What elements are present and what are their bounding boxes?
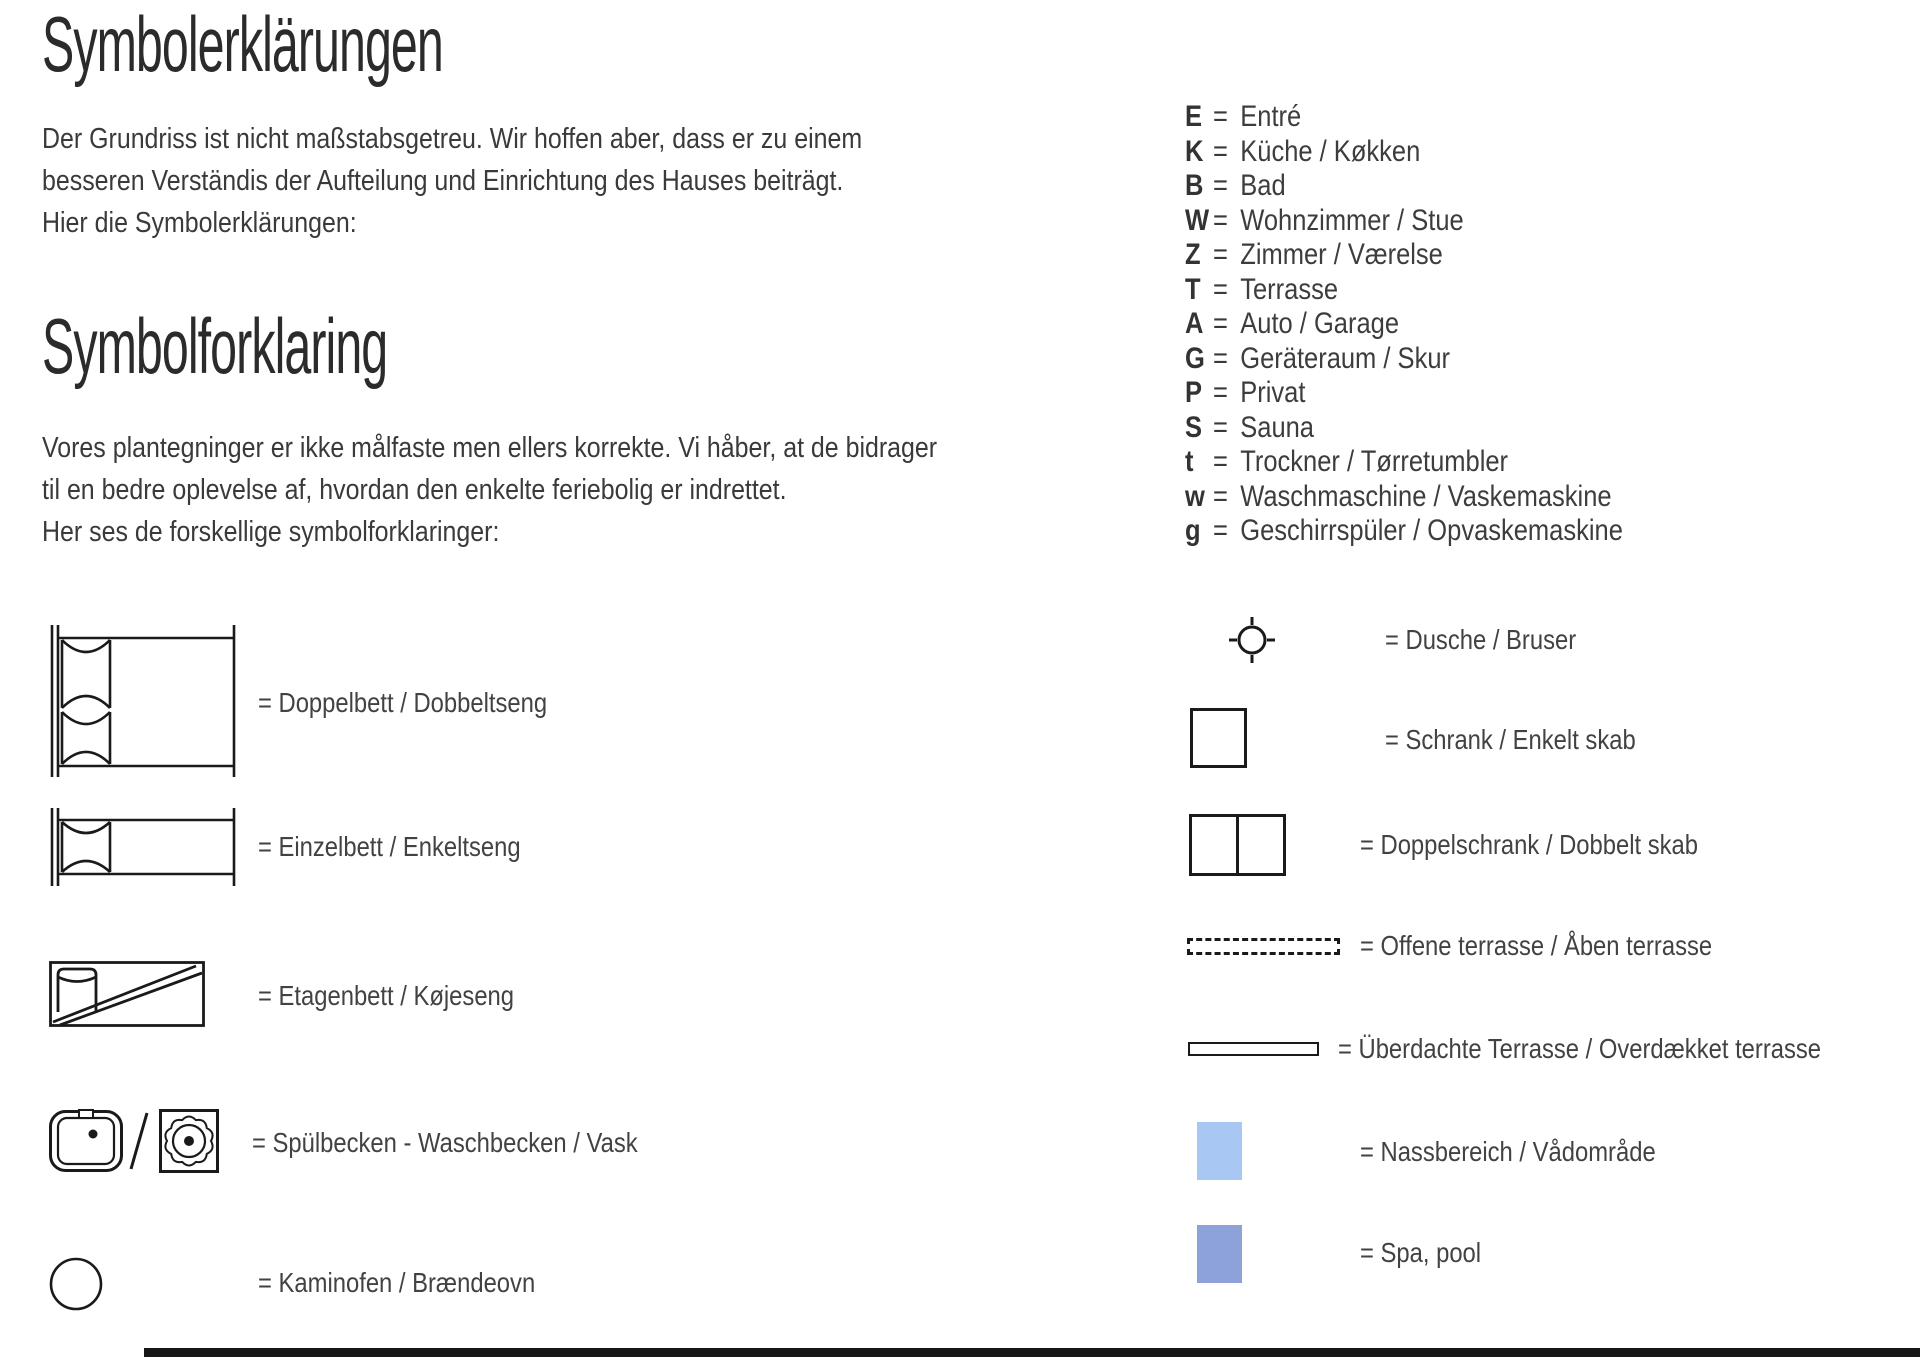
wet-area-swatch (1197, 1122, 1242, 1180)
letter-code-row (1185, 273, 1623, 308)
single-wardrobe-label: = Schrank / Enkelt skab (1385, 724, 1636, 755)
bunk-bed-icon (48, 960, 206, 1028)
slash-divider (128, 1110, 150, 1172)
intro-german-line: besseren Verständis der Aufteilung und Einrichtung des Hauses beiträgt. (42, 165, 844, 197)
title-german: Symbolerklärungen (42, 0, 443, 88)
equals-sign: = (1213, 341, 1228, 375)
letter-code-row (1185, 411, 1623, 446)
intro-danish-line: Vores plantegninger er ikke målfaste men ellers korrekte. Vi håber, at de bidrager (42, 432, 938, 464)
intro-danish-line: Her ses de forskellige symbolforklaringer: (42, 516, 500, 548)
open-terrace-label: = Offene terrasse / Åben terrasse (1360, 930, 1713, 961)
letter-code-desc: Wohnzimmer / Stue (1240, 203, 1464, 237)
equals-sign: = (1213, 203, 1228, 237)
bunk-bed-label: = Etagenbett / Køjeseng (258, 980, 515, 1011)
shower-label: = Dusche / Bruser (1385, 624, 1577, 655)
intro-danish (42, 427, 1083, 553)
letter-code-desc: Zimmer / Værelse (1240, 238, 1443, 271)
letter-code-row (1185, 445, 1623, 480)
equals-sign: = (1213, 134, 1228, 168)
letter-code-desc: Privat (1240, 376, 1306, 409)
intro-german-line: Der Grundriss ist nicht maßstabsgetreu. Wir hoffen aber, dass er zu einem (42, 123, 863, 155)
equals-sign: = (1213, 169, 1228, 202)
letter-code-letter: T (1185, 272, 1201, 306)
letter-code-letter: A (1185, 307, 1204, 340)
single-bed-icon (48, 806, 238, 888)
letter-code-desc: Bad (1240, 169, 1286, 202)
letter-code-letter: P (1185, 376, 1203, 409)
equals-sign: = (1213, 272, 1228, 306)
letter-code-desc: Terrasse (1240, 272, 1339, 306)
equals-sign: = (1213, 410, 1228, 444)
intro-german (42, 118, 996, 244)
letter-code-row (1185, 238, 1623, 273)
intro-danish-line: til en bedre oplevelse af, hvordan den enkelte feriebolig er indrettet. (42, 474, 787, 506)
letter-code-list (1185, 100, 1700, 549)
sink-label: = Spülbecken - Waschbecken / Vask (252, 1127, 638, 1158)
letter-code-row (1185, 376, 1623, 411)
letter-code-letter: Z (1185, 238, 1201, 271)
letter-code-row (1185, 480, 1623, 515)
letter-code-letter: B (1185, 169, 1204, 202)
letter-code-row (1185, 100, 1623, 135)
letter-code-letter: w (1185, 479, 1205, 513)
double-bed-icon (48, 622, 238, 780)
title-danish: Symbolforklaring (42, 302, 388, 390)
equals-sign: = (1213, 514, 1228, 547)
wood-stove-icon (48, 1256, 104, 1312)
equals-sign: = (1213, 479, 1228, 513)
letter-code-letter: G (1185, 341, 1205, 375)
letter-code-desc: Entré (1240, 100, 1302, 133)
letter-code-desc: Waschmaschine / Vaskemaskine (1240, 479, 1612, 513)
letter-code-letter: t (1185, 445, 1194, 478)
spa-pool-swatch (1197, 1225, 1242, 1283)
single-bed-label: = Einzelbett / Enkeltseng (258, 831, 521, 862)
letter-code-letter: S (1185, 410, 1203, 444)
shower-icon (1228, 616, 1276, 664)
wet-area-label: = Nassbereich / Vådområde (1360, 1136, 1656, 1167)
round-sink-icon (158, 1108, 220, 1174)
intro-german-line: Hier die Symbolerklärungen: (42, 207, 357, 239)
equals-sign: = (1213, 307, 1228, 340)
letter-code-desc: Geräteraum / Skur (1240, 341, 1451, 375)
equals-sign: = (1213, 238, 1228, 271)
spa-pool-label: = Spa, pool (1360, 1237, 1482, 1268)
double-wardrobe-icon (1188, 813, 1287, 877)
letter-code-letter: E (1185, 100, 1203, 133)
covered-terrace-icon (1188, 1042, 1319, 1056)
equals-sign: = (1213, 100, 1228, 133)
letter-code-letter: W (1185, 203, 1210, 237)
letter-code-desc: Geschirrspüler / Opvaskemaskine (1240, 514, 1623, 547)
covered-terrace-label: = Überdachte Terrasse / Overdækket terrasse (1338, 1033, 1822, 1064)
letter-code-desc: Trockner / Tørretumbler (1240, 445, 1509, 478)
equals-sign: = (1213, 376, 1228, 409)
double-wardrobe-label: = Doppelschrank / Dobbelt skab (1360, 829, 1699, 860)
single-wardrobe-icon (1190, 708, 1247, 768)
square-sink-icon (48, 1108, 124, 1174)
letter-code-row (1185, 342, 1623, 377)
open-terrace-icon (1187, 938, 1340, 955)
letter-code-row (1185, 514, 1623, 549)
letter-code-row (1185, 169, 1623, 204)
wood-stove-label: = Kaminofen / Brændeovn (258, 1267, 536, 1298)
letter-code-row (1185, 135, 1623, 170)
letter-code-desc: Auto / Garage (1240, 307, 1400, 340)
letter-code-letter: g (1185, 514, 1201, 547)
footer-bar (144, 1348, 1920, 1357)
equals-sign: = (1213, 445, 1228, 478)
letter-code-row (1185, 307, 1623, 342)
letter-code-letter: K (1185, 134, 1204, 168)
letter-code-desc: Küche / Køkken (1240, 134, 1421, 168)
letter-code-row (1185, 204, 1623, 239)
letter-code-desc: Sauna (1240, 410, 1314, 444)
double-bed-label: = Doppelbett / Dobbeltseng (258, 687, 548, 718)
